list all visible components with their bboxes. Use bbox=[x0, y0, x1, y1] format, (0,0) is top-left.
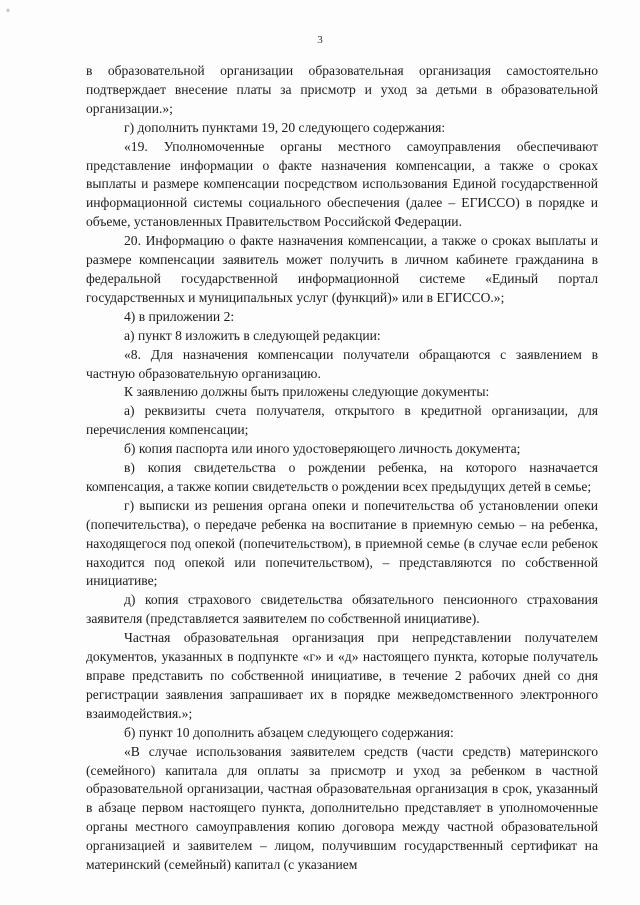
paragraph-doc-g: г) выписки из решения органа опеки и попечительства об установлении опеки (попечительства), о передаче ребенка на воспитание в приемную семью – на ребенка, находящегося под опекой (попечительством), в приемной семье (в случае если ребенок находится под опекой или попечительством), – представляются по собственной инициативе; bbox=[86, 497, 598, 589]
paragraph-documents-intro: К заявлению должны быть приложены следующие документы: bbox=[124, 384, 490, 400]
paragraph-appendix-2: 4) в приложении 2: bbox=[124, 308, 235, 324]
paragraph-point-20: 20. Информацию о факте назначения компенсации, а также о сроках выплаты и размере компенсации заявитель может получить в личном кабинете гражданина в федеральной государственной информационной системе «Единый портал государственных и муниципальных услуг (функций)» или в ЕГИССО.»; bbox=[86, 233, 598, 305]
paragraph-maternity-capital: «В случае использования заявителем средств (части средств) материнского (семейного) капитала для оплаты за присмотр и уход за ребенком в частной образовательной организации, частная образовательная организация в срок, указанный в абзаце первом настоящего пункта, дополнительно представляет в уполномоченные органы местного самоуправления копию договора между частной образовательной организацией и заявителем – лицом, получившим государственный сертификат на материнский (семейный) капитал (с указанием bbox=[86, 743, 598, 873]
paragraph-point-19: «19. Уполномоченные органы местного самоуправления обеспечивают представление информации о факте назначения компенсации, а также о сроках выплаты и размере компенсации посредством использования Единой государственной информационной системы социального обеспечения (далее – ЕГИССО) в порядке и объеме, установленных Правительством Российской Федерации. bbox=[86, 138, 598, 230]
paragraph-item-g-intro: г) дополнить пунктами 19, 20 следующего содержания: bbox=[124, 119, 446, 135]
paragraph-doc-d: д) копия страхового свидетельства обязательного пенсионного страхования заявителя (представляется заявителем по собственной инициативе). bbox=[86, 592, 598, 627]
paragraph-item-b-intro: б) пункт 10 дополнить абзацем следующего содержания: bbox=[124, 724, 454, 740]
paragraph-point-8: «8. Для назначения компенсации получатели обращаются с заявлением в частную образовательную организацию. bbox=[86, 346, 598, 381]
page-number: 3 bbox=[317, 34, 323, 46]
corner-mark: * bbox=[6, 8, 10, 17]
paragraph-item-a-intro: а) пункт 8 изложить в следующей редакции: bbox=[124, 327, 381, 343]
paragraph-doc-a: а) реквизиты счета получателя, открытого в кредитной организации, для перечисления компенсации; bbox=[86, 403, 598, 438]
paragraph-doc-b: б) копия паспорта или иного удостоверяющего личность документа; bbox=[124, 441, 521, 457]
document-body bbox=[86, 62, 598, 875]
paragraph-interagency-request: Частная образовательная организация при непредставлении получателем документов, указанных в подпункте «г» и «д» настоящего пункта, которые получатель вправе представить по собственной инициативе, в течение 2 рабочих дней со дня регистрации заявления запрашивает их в порядке межведомственного электронного взаимодействия.»; bbox=[86, 630, 598, 721]
paragraph-continuation: в образовательной организации образовательная организация самостоятельно подтверждает внесение платы за присмотр и уход за детьми в образовательной организации.»; bbox=[86, 63, 598, 116]
paragraph-doc-v: в) копия свидетельства о рождении ребенка, на которого назначается компенсация, а также копии свидетельств о рождении всех предыдущих детей в семье; bbox=[86, 460, 598, 494]
